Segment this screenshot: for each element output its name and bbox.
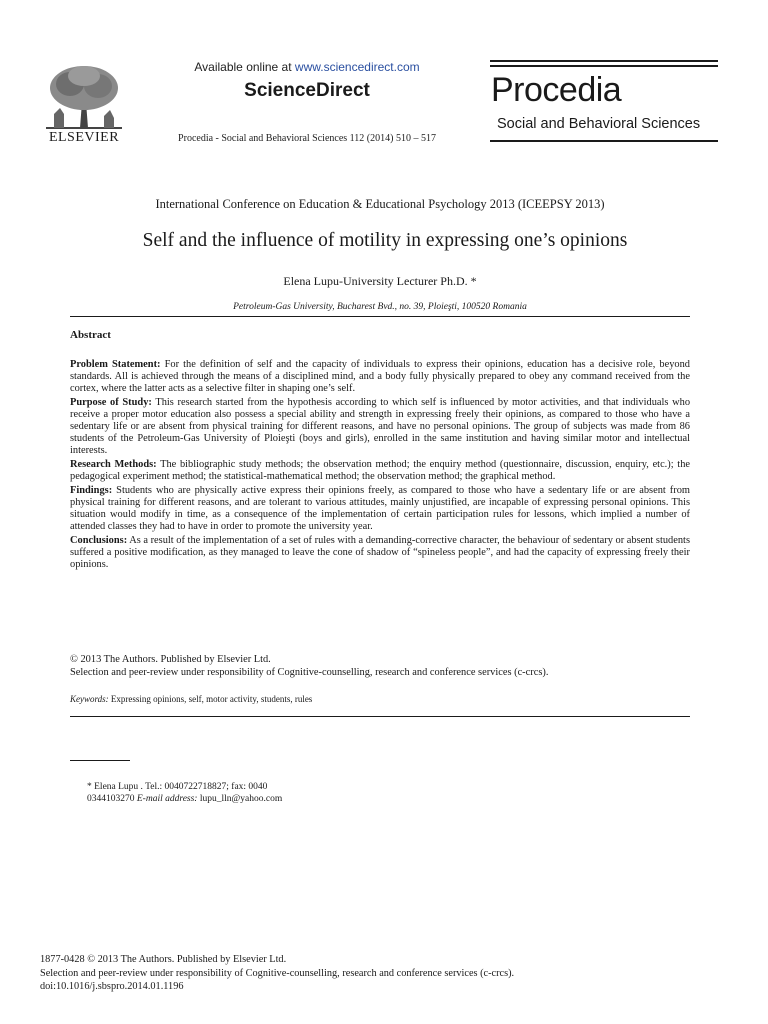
author-line: Elena Lupu-University Lecturer Ph.D. * — [283, 274, 477, 288]
page-footer — [40, 953, 720, 994]
copyright-block — [70, 653, 690, 679]
section-label: Findings: — [70, 485, 113, 496]
keywords-label: Keywords: — [70, 694, 109, 704]
email-label: E-mail address: — [136, 794, 198, 804]
footnote-rule — [70, 760, 130, 761]
publisher-name: ELSEVIER — [48, 130, 120, 145]
conference-name: International Conference on Education & Educational Psychology 2013 (ICEEPSY 2013) — [155, 197, 605, 211]
keywords-line — [70, 694, 690, 704]
journal-citation: Procedia - Social and Behavioral Sciences 112 (2014) 510 – 517 — [178, 133, 436, 144]
section-text: Students who are physically active express their opinions freely, as compared to those who have a sedentary life or are absent from physical training for different reasons, and are tolerant to various attitudes, mainly unjustified, are incapable of expressing personal opinions. This situation would modify in time, as a consequence of the implementation of certain participation rules for lessons, which implied a number of attended classes they had to have in order to promote the university year. — [70, 485, 690, 532]
abstract-divider — [70, 716, 690, 717]
abstract-body — [70, 359, 690, 573]
section-label: Problem Statement: — [70, 359, 161, 370]
section-text: The bibliographic study methods; the observation method; the enquiry method (questionnaire, discussion, enquiry, etc.); the pedagogical experiment method; the statistical-mathematical method; the observation method; the graphical method. — [70, 459, 690, 482]
peer-review-line: Selection and peer-review under responsibility of Cognitive-counselling, research and conference services (c-crcs). — [70, 667, 549, 678]
keywords-text: Expressing opinions, self, motor activity, students, rules — [108, 694, 313, 704]
footer-issn: 1877-0428 © 2013 The Authors. Published by Elsevier Ltd. — [40, 954, 287, 965]
author-footnote — [87, 781, 387, 805]
affiliation-line: Petroleum-Gas University, Bucharest Bvd., no. 39, Ploieşti, 100520 Romania — [233, 302, 527, 312]
procedia-subtitle: Social and Behavioral Sciences — [497, 116, 701, 132]
footnote-contact: * Elena Lupu . Tel.: 0040722718827; fax: 0040 — [87, 782, 268, 792]
section-text: This research started from the hypothesis according to which self is influenced by motor activities, and that individuals who receive a proper motor education also possess a special ability and strength in expressing freely their opinions, as compared to those who have a sedentary life or are absent from physical training for different reasons, and have no personal opinions. The group of subjects was made from 86 students of the Petroleum-Gas University of Ploieşti (boys and girls), enrolled in the same institution and having similar motor and intellectual interests. — [70, 397, 691, 456]
abstract-section-findings — [70, 485, 690, 533]
procedia-title: Procedia — [491, 71, 622, 109]
article-title: Self and the influence of motility in expressing one’s opinions — [142, 230, 628, 251]
available-online-prefix: Available online at — [194, 60, 295, 74]
footer-doi[interactable]: doi:10.1016/j.sbspro.2014.01.1196 — [40, 981, 184, 992]
section-text: For the definition of self and the capacity of individuals to express their opinions, education has a decisive role, beyond standards. All is achieved through the means of a disciplined mind, and a body fully physically prepared to obey any command received from the cortex, where the latter acts as a selective filter in shaping one’s self. — [70, 359, 690, 394]
footnote-email-line — [87, 793, 387, 805]
available-online-line — [150, 60, 464, 74]
copyright-line: © 2013 The Authors. Published by Elsevier Ltd. — [70, 654, 271, 665]
procedia-top-rules — [490, 60, 718, 70]
title-divider — [70, 316, 690, 317]
abstract-section-problem — [70, 359, 690, 395]
abstract-section-purpose — [70, 397, 690, 457]
sciencedirect-link[interactable]: www.sciencedirect.com — [294, 60, 420, 74]
section-text: As a result of the implementation of a set of rules with a demanding-corrective character, the behaviour of sedentary or absent students suffered a positive modification, as they managed to leave the cone of shadow of “spineless people”, and had the capacity of expressing freely their opinions. — [70, 535, 690, 570]
abstract-section-conclusions — [70, 535, 690, 571]
abstract-section-methods — [70, 459, 690, 483]
abstract-heading: Abstract — [70, 329, 111, 341]
email-address[interactable]: lupu_lln@yahoo.com — [197, 794, 283, 804]
footnote-phone: 0344103270 — [87, 794, 137, 804]
procedia-bottom-rule — [490, 140, 718, 142]
footer-peer-review: Selection and peer-review under responsibility of Cognitive-counselling, research and conference services (c-crcs). — [40, 967, 515, 979]
sciencedirect-wordmark: ScienceDirect — [244, 80, 370, 101]
section-label: Purpose of Study: — [70, 397, 152, 408]
section-label: Research Methods: — [70, 459, 157, 470]
section-label: Conclusions: — [70, 535, 128, 546]
